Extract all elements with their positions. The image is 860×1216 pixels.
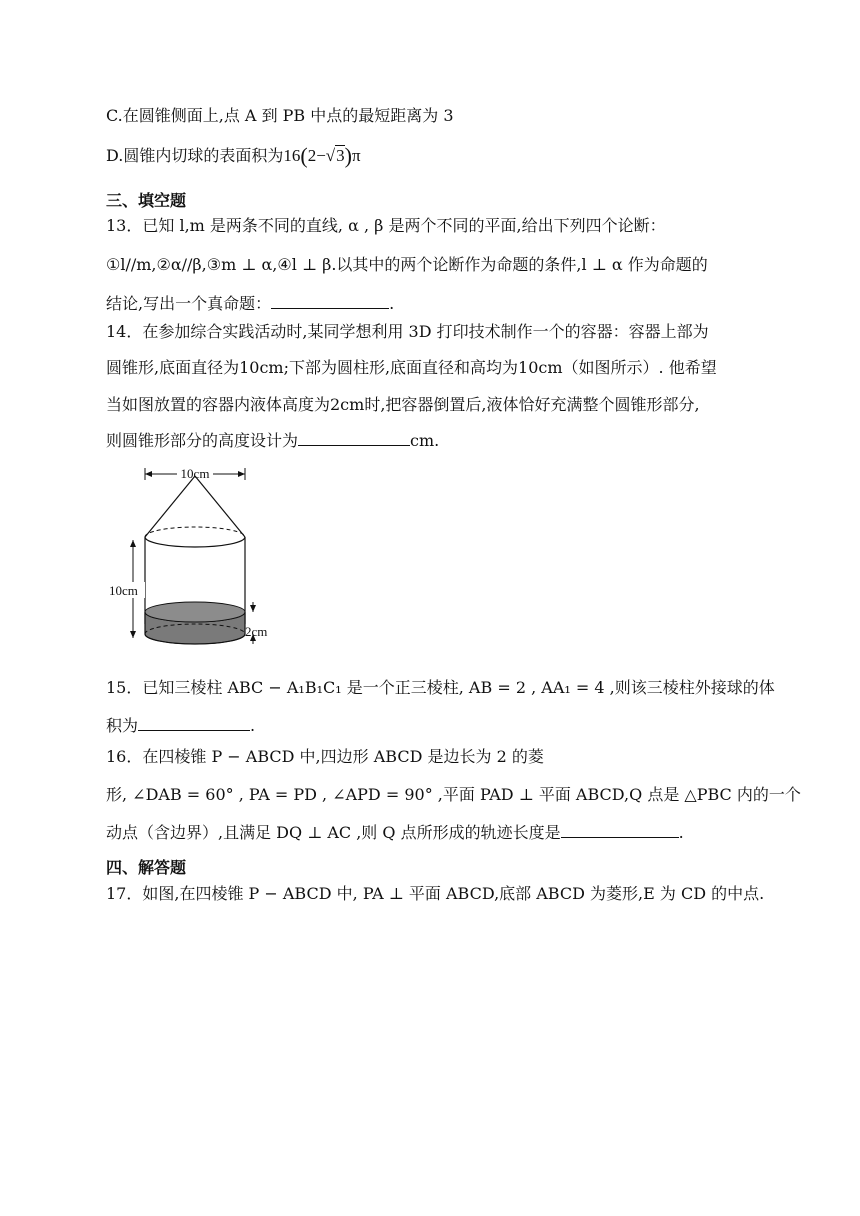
q13-line1: 13．已知 l,m 是两条不同的直线, α , β 是两个不同的平面,给出下列四个论断： — [106, 216, 666, 235]
q14-line2: 圆锥形,底面直径为10cm;下部为圆柱形,底面直径和高均为10cm（如图所示）. 他希望 — [106, 358, 717, 377]
q15-line1: 15．已知三棱柱 ABC − A₁B₁C₁ 是一个正三棱柱, AB = 2 , AA₁ = 4 ,则该三棱柱外接球的体 — [106, 678, 775, 697]
q14-line4: 则圆锥形部分的高度设计为 cm. — [106, 431, 440, 450]
q14-line1: 14．在参加综合实践活动时,某同学想利用 3D 打印技术制作一个的容器：容器上部为 — [106, 322, 709, 341]
q16-answer-blank — [561, 821, 679, 838]
q15-line2: 积为 . — [106, 716, 256, 735]
option-d-text: D.圆锥内切球的表面积为 — [106, 146, 284, 165]
q13-answer-blank — [271, 292, 389, 309]
container-figure — [105, 462, 285, 662]
q17-line1: 17．如图,在四棱锥 P − ABCD 中, PA ⊥ 平面 ABCD,底部 ABCD 为菱形,E 为 CD 的中点. — [106, 884, 765, 903]
q16-line3: 动点（含边界）,且满足 DQ ⊥ AC ,则 Q 点所形成的轨迹长度是 . — [106, 823, 684, 842]
section-answer-heading: 四、解答题 — [106, 858, 187, 877]
right-height-label: 2cm — [245, 624, 268, 639]
left-height-label: 10cm — [109, 583, 138, 598]
option-c: C.在圆锥侧面上,点 A 到 PB 中点的最短距离为 3 — [106, 106, 454, 125]
q15-answer-blank — [138, 714, 250, 731]
top-diameter-label: 10cm — [180, 466, 210, 481]
q14-answer-blank — [298, 429, 410, 446]
option-d-formula: 16(2−√3)π — [283, 143, 361, 168]
q16-line1: 16．在四棱锥 P − ABCD 中,四边形 ABCD 是边长为 2 的菱 — [106, 747, 544, 766]
q16-line2: 形, ∠DAB = 60° , PA = PD , ∠APD = 90° ,平面 PAD ⊥ 平面 ABCD,Q 点是 △PBC 内的一个 — [106, 785, 801, 804]
q14-line3: 当如图放置的容器内液体高度为2cm时,把容器倒置后,液体恰好充满整个圆锥形部分, — [106, 395, 700, 414]
q13-line2: ①l//m,②α//β,③m ⊥ α,④l ⊥ β.以其中的两个论断作为命题的条件,l ⊥ α 作为命题的 — [106, 255, 708, 274]
option-d — [106, 144, 361, 168]
section-fill-heading: 三、填空题 — [106, 191, 187, 210]
q13-line3: 结论,写出一个真命题： . — [106, 294, 395, 313]
